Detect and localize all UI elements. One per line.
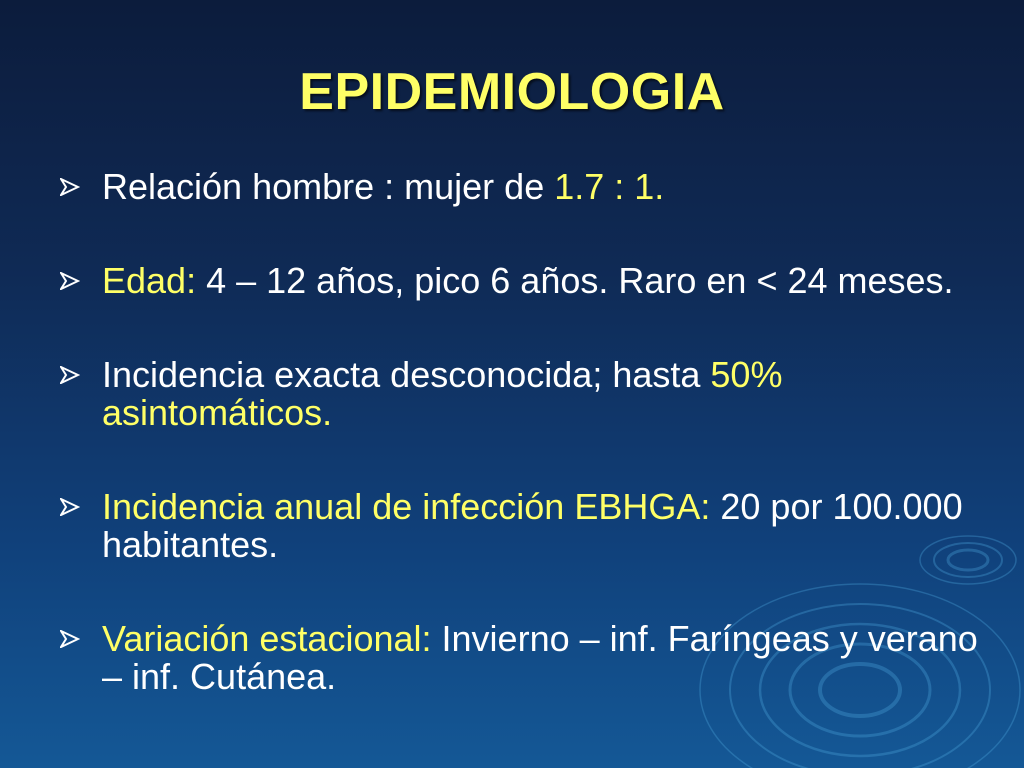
bullet-item-annual-incidence	[60, 488, 980, 564]
bullet-text: Invierno – inf. Faríngeas y verano – inf. Cutánea.	[102, 618, 978, 697]
arrow-bullet-icon	[60, 498, 80, 516]
bullet-highlight: 50% asintomáticos.	[102, 354, 783, 433]
bullet-item-age	[60, 262, 980, 300]
bullet-highlight: Variación estacional:	[102, 618, 432, 659]
bullet-item-seasonal-variation	[60, 620, 980, 696]
arrow-bullet-icon	[60, 178, 80, 196]
bullet-text: 20 por 100.000 habitantes.	[102, 486, 963, 565]
bullet-text: Relación hombre : mujer de	[102, 166, 555, 207]
slide-title: EPIDEMIOLOGIA	[299, 63, 725, 121]
bullet-text: 4 – 12 años, pico 6 años. Raro en < 24 meses.	[196, 260, 954, 301]
arrow-bullet-icon	[60, 272, 80, 290]
arrow-bullet-icon	[60, 630, 80, 648]
bullet-highlight: 1.7 : 1.	[554, 166, 665, 207]
bullet-item-incidence	[60, 356, 980, 432]
bullet-highlight: Edad:	[102, 260, 197, 301]
bullet-text: Incidencia exacta desconocida; hasta	[102, 354, 711, 395]
bullet-highlight: Incidencia anual de infección EBHGA:	[102, 486, 711, 527]
bullet-item-sex-ratio	[60, 168, 980, 206]
arrow-bullet-icon	[60, 366, 80, 384]
bullet-list	[60, 168, 980, 696]
